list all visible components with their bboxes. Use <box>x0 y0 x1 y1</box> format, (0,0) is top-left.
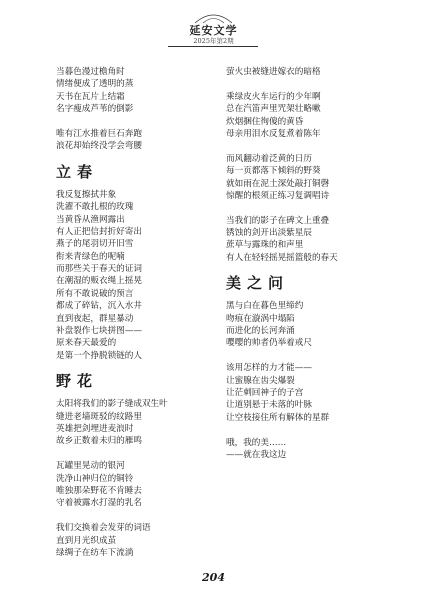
poem-line: 炊烟捆住徇傻的黄昏 <box>226 116 304 127</box>
stanza-break <box>226 350 396 362</box>
poem-line: 唯独那朵野花不肯睡去 <box>56 485 142 496</box>
masthead-divider <box>168 46 258 47</box>
poem-line: 惊醒的根须正练习复调唱诗 <box>226 190 330 201</box>
stanza-break <box>56 116 226 128</box>
poem-line: 让道别悬于未落的叶脉 <box>226 400 312 411</box>
poem-line: 而进化的长河奔涌 <box>226 326 295 337</box>
poem-title: 野花 <box>56 372 99 391</box>
poem-column-left <box>56 66 226 559</box>
poem-line: 补盘裂作七块拼图—— <box>56 326 142 337</box>
stanza-break <box>226 78 396 90</box>
stanza-break <box>226 202 396 214</box>
poem-line: 每一页都落下倾斜的野葵 <box>226 166 321 177</box>
poem-line: 当黄昏从渔网露出 <box>56 214 125 225</box>
poem-line: 我们交换着会发芽的词语 <box>56 523 151 534</box>
journal-title: 延安文学 <box>189 24 238 37</box>
poem-line: 情绪便成了透明的蒸 <box>56 79 134 90</box>
poem-line: 原来春天最爱的 <box>56 338 117 349</box>
poem-line: 蔗草与露珠的和声里 <box>226 240 304 251</box>
poem-line: 嘤嘤的帅者仍举着戒尺 <box>226 338 312 349</box>
poem-line: 萤火虫被缝进嫁衣的暗格 <box>226 67 321 77</box>
stanza-break <box>56 510 226 522</box>
poem-line: 有人正把信封折好寄出 <box>56 226 142 237</box>
poem-line: 衔来青绿色的呢喃 <box>56 251 125 262</box>
poem-line: 乘绿皮火车运行的少年啊 <box>226 91 321 102</box>
poem-line: 燕子的尾羽切开旧雪 <box>56 239 134 250</box>
journal-masthead <box>0 8 427 50</box>
poem-line: 太阳将我们的影子缝成双生叶 <box>56 399 168 410</box>
poem-line: 让茫刺回神子的子宫 <box>226 387 304 398</box>
poem-line: 锈蚀的剑开出淡紫星辰 <box>226 228 312 239</box>
poem-line: 洗净山神归位的铜铃 <box>56 473 134 484</box>
poem-line: 是第一个挣脱锁链的人 <box>56 350 142 361</box>
poem-line: 该用怎样的力才能—— <box>226 363 312 374</box>
poem-line: 名字瘦成芦苇的倒影 <box>56 104 134 115</box>
poem-line: 吻痕在漩涡中塌陷 <box>226 313 295 324</box>
poem-title: 立春 <box>56 162 99 181</box>
poem-line: 所有不敢说破的预言 <box>56 288 134 299</box>
poem-line: 天书在瓦片上结霜 <box>56 91 125 102</box>
poem-line: 绿绸子在纺车下流淌 <box>56 547 134 558</box>
poem-line: 当我们的影子在碑文上重叠 <box>226 215 330 226</box>
poem-line: 而风翻动着泛黄的日历 <box>226 153 312 164</box>
poem-line: 黑与白在暮色里缔约 <box>226 301 304 312</box>
poem-line: 在潮湿的贩衣绳上摇晃 <box>56 276 142 287</box>
poem-line: 都成了碎钻，沉入水井 <box>56 301 142 312</box>
poem-line: 缝进老墙斑驳的纹路里 <box>56 411 142 422</box>
poem-line: 哦，我的美…… <box>226 437 287 448</box>
page-number: 204 <box>202 571 225 584</box>
poem-title: 美之问 <box>226 274 290 293</box>
poem-line: 唯有江水推着巨石奔跑 <box>56 128 142 139</box>
poem-line: 洗濯不敢扎根的玫瑰 <box>56 202 134 213</box>
poem-line: 直到月光织成茧 <box>56 535 117 546</box>
poem-line: 就如雨在泥土深处敲打铜磬 <box>226 178 330 189</box>
stanza-break <box>226 424 396 436</box>
poem-line: 母亲用泪水反复煮着陈年 <box>226 128 321 139</box>
poem-line: 浪花却始终没学会弯腰 <box>56 141 142 152</box>
poem-line: 瓦罐里晃动的银河 <box>56 461 125 472</box>
poem-line: 让空枝接住所有解体的星群 <box>226 412 330 423</box>
poem-column-right <box>226 66 396 461</box>
poem-line: 我反复擦拭井象 <box>56 189 117 200</box>
poem-line: 守着被露水打湿的乳名 <box>56 498 142 509</box>
poem-line: 英雄把剑埋进麦浪时 <box>56 423 134 434</box>
stanza-break <box>226 140 396 152</box>
stanza-break <box>56 448 226 460</box>
poem-line: 故乡正数着未归的雁鸣 <box>56 436 142 447</box>
poem-line: 当暮色漫过檐角时 <box>56 67 125 77</box>
poem-line: ——就在我这边 <box>226 449 287 460</box>
poem-line: 让蜜腺在齿尖爆裂 <box>226 375 295 386</box>
poem-line: 有人在轻轻摇晃摇篮般的春天 <box>226 252 338 263</box>
poem-line: 直到夜起，群星暴动 <box>56 313 134 324</box>
poem-line: 总在汽笛声里咒架壮略嗽 <box>226 104 321 115</box>
poem-line: 而那些关于春天的证词 <box>56 264 142 275</box>
journal-issue: 2025年第2期 <box>193 37 234 45</box>
